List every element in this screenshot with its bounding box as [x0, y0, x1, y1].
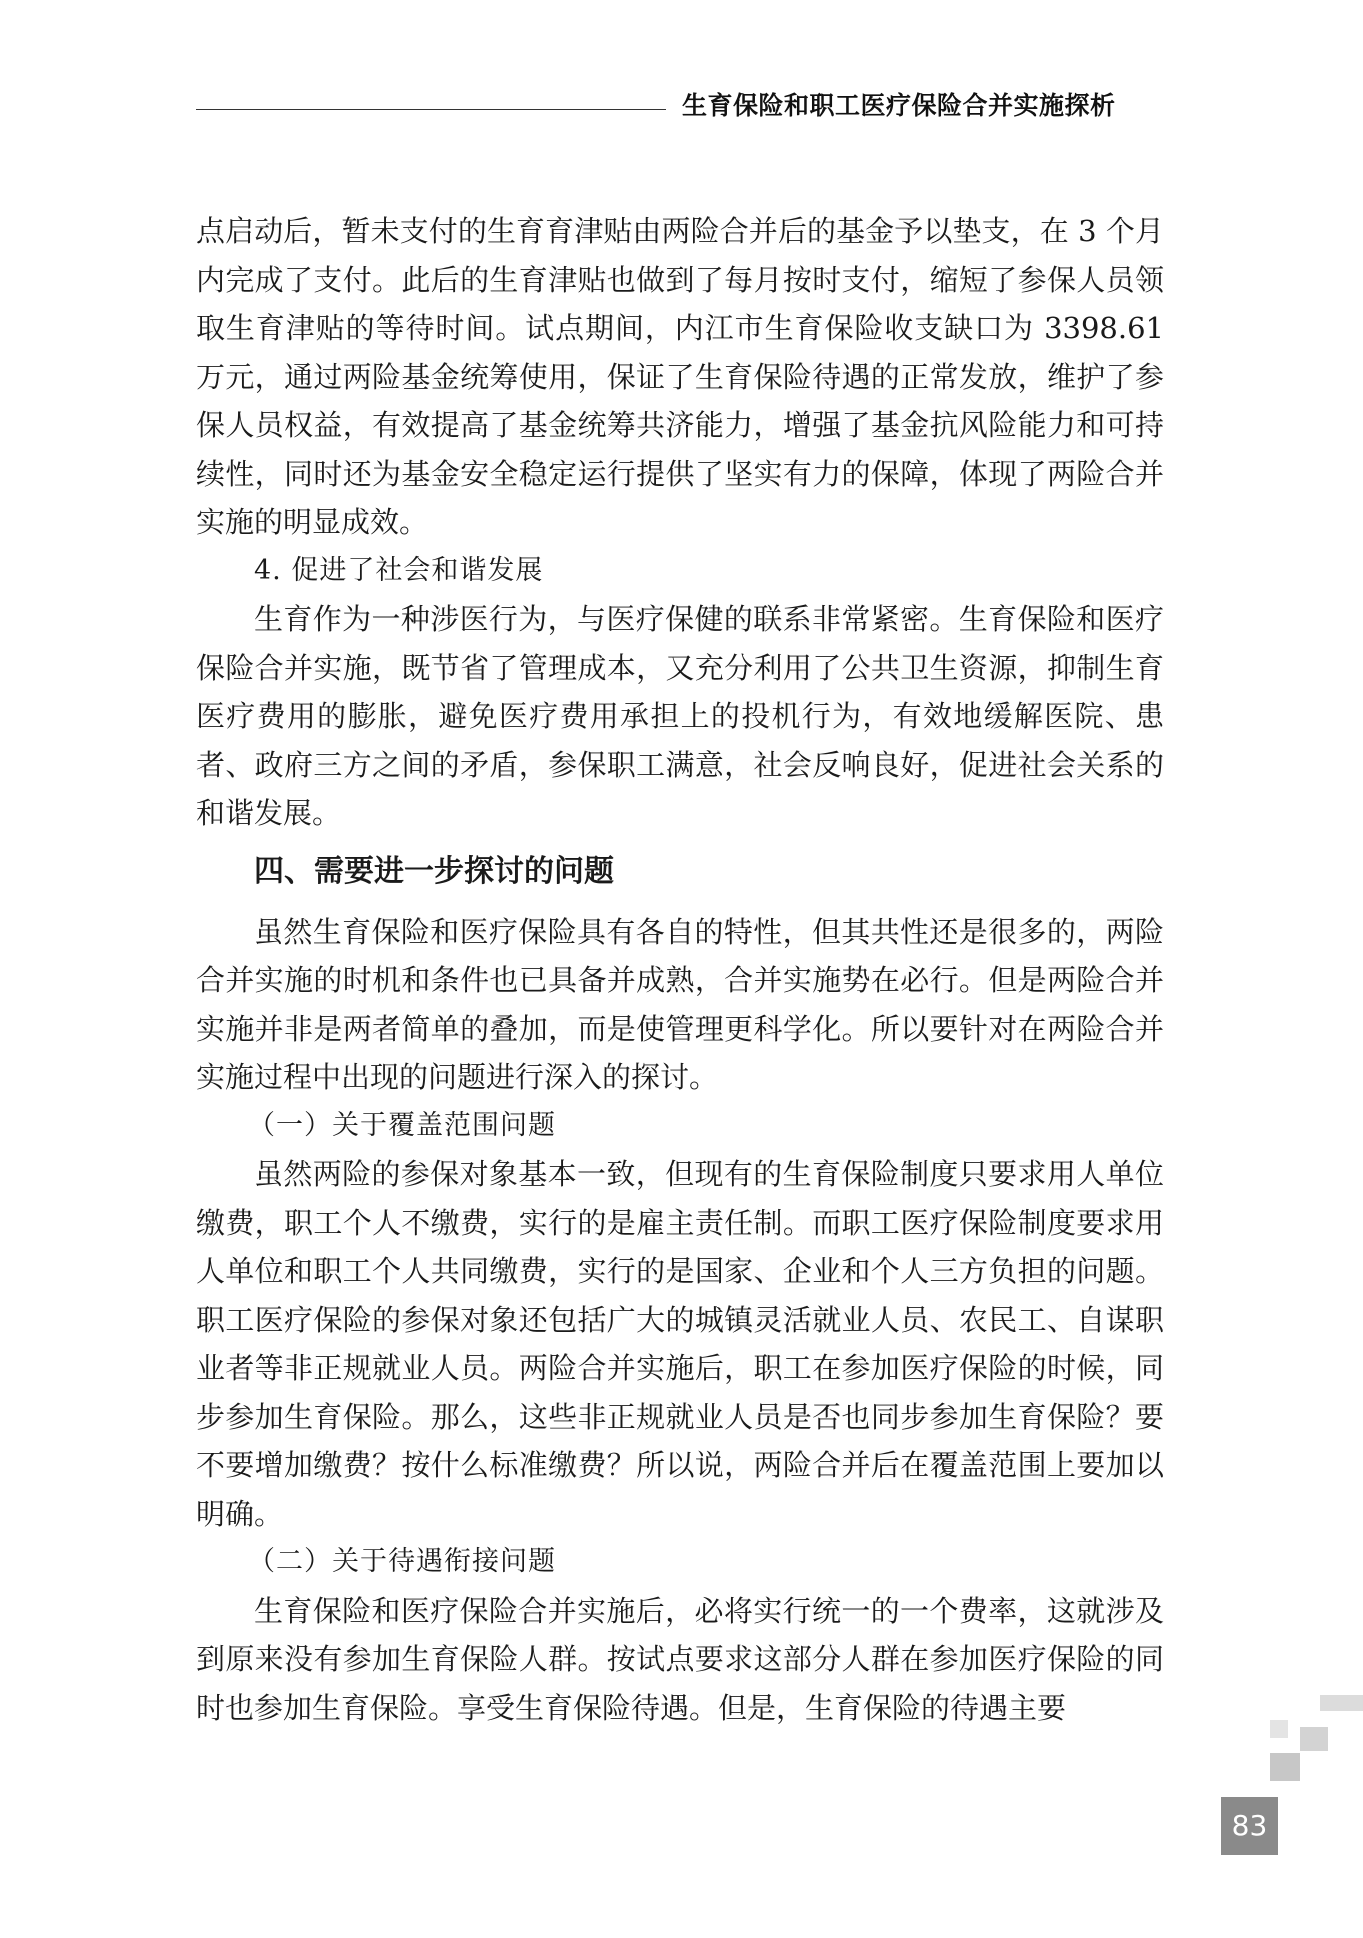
subheading-4: 4. 促进了社会和谐发展	[254, 554, 544, 586]
paragraph-continued: 点启动后，暂未支付的生育育津贴由两险合并后的基金予以垫支，在 3 个月内完成了支付。此后的生育津贴也做到了每月按时支付，缩短了参保人员领取生育津贴的等待时间。试点期间，内江市生育保险收支缺口为 3398.61 万元，通过两险基金统筹使用，保证了生育保险待遇的正常发放，维护了参保人员权益，有效提高了基金统筹共济能力，增强了基金抗风险能力和可持续性，同时还为基金安全稳定运行提供了坚实有力的保障，体现了两险合并实施的明显成效。	[196, 214, 1164, 539]
paragraph-benefits: 生育保险和医疗保险合并实施后，必将实行统一的一个费率，这就涉及到原来没有参加生育保险人群。按试点要求这部分人群在参加医疗保险的同时也参加生育保险。享受生育保险待遇。但是，生育保险的待遇主要	[196, 1593, 1164, 1725]
decorative-square	[1270, 1753, 1300, 1781]
paragraph-coverage: 虽然两险的参保对象基本一致，但现有的生育保险制度只要求用人单位缴费，职工个人不缴费，实行的是雇主责任制。而职工医疗保险制度要求用人单位和职工个人共同缴费，实行的是国家、企业和个人三方负担的问题。职工医疗保险的参保对象还包括广大的城镇灵活就业人员、农民工、自谋职业者等非正规就业人员。两险合并实施后，职工在参加医疗保险的时候，同步参加生育保险。那么，这些非正规就业人员是否也同步参加生育保险？要不要增加缴费？按什么标准缴费？所以说，两险合并后在覆盖范围上要加以明确。	[196, 1157, 1164, 1531]
decorative-square	[1270, 1720, 1288, 1738]
body-text	[196, 207, 1164, 1732]
subheading-benefits: （二）关于待遇衔接问题	[248, 1546, 556, 1577]
header-rule	[196, 109, 666, 110]
decorative-square	[1320, 1695, 1363, 1711]
paragraph-section-intro: 虽然生育保险和医疗保险具有各自的特性，但其共性还是很多的，两险合并实施的时机和条件也已具备并成熟，合并实施势在必行。但是两险合并实施并非是两者简单的叠加，而是使管理更科学化。所以要针对在两险合并实施过程中出现的问题进行深入的探讨。	[196, 914, 1164, 1094]
paragraph-social-harmony: 生育作为一种涉医行为，与医疗保健的联系非常紧密。生育保险和医疗保险合并实施，既节省了管理成本，又充分利用了公共卫生资源，抑制生育医疗费用的膨胀，避免医疗费用承担上的投机行为，有效地缓解医院、患者、政府三方之间的矛盾，参保职工满意，社会反响良好，促进社会关系的和谐发展。	[196, 602, 1164, 830]
decorative-square	[1300, 1727, 1328, 1751]
page-number: 83	[1221, 1797, 1278, 1855]
section-heading-4: 四、需要进一步探讨的问题	[254, 853, 614, 889]
subheading-coverage: （一）关于覆盖范围问题	[248, 1109, 556, 1141]
running-header-title: 生育保险和职工医疗保险合并实施探析	[682, 91, 1116, 120]
